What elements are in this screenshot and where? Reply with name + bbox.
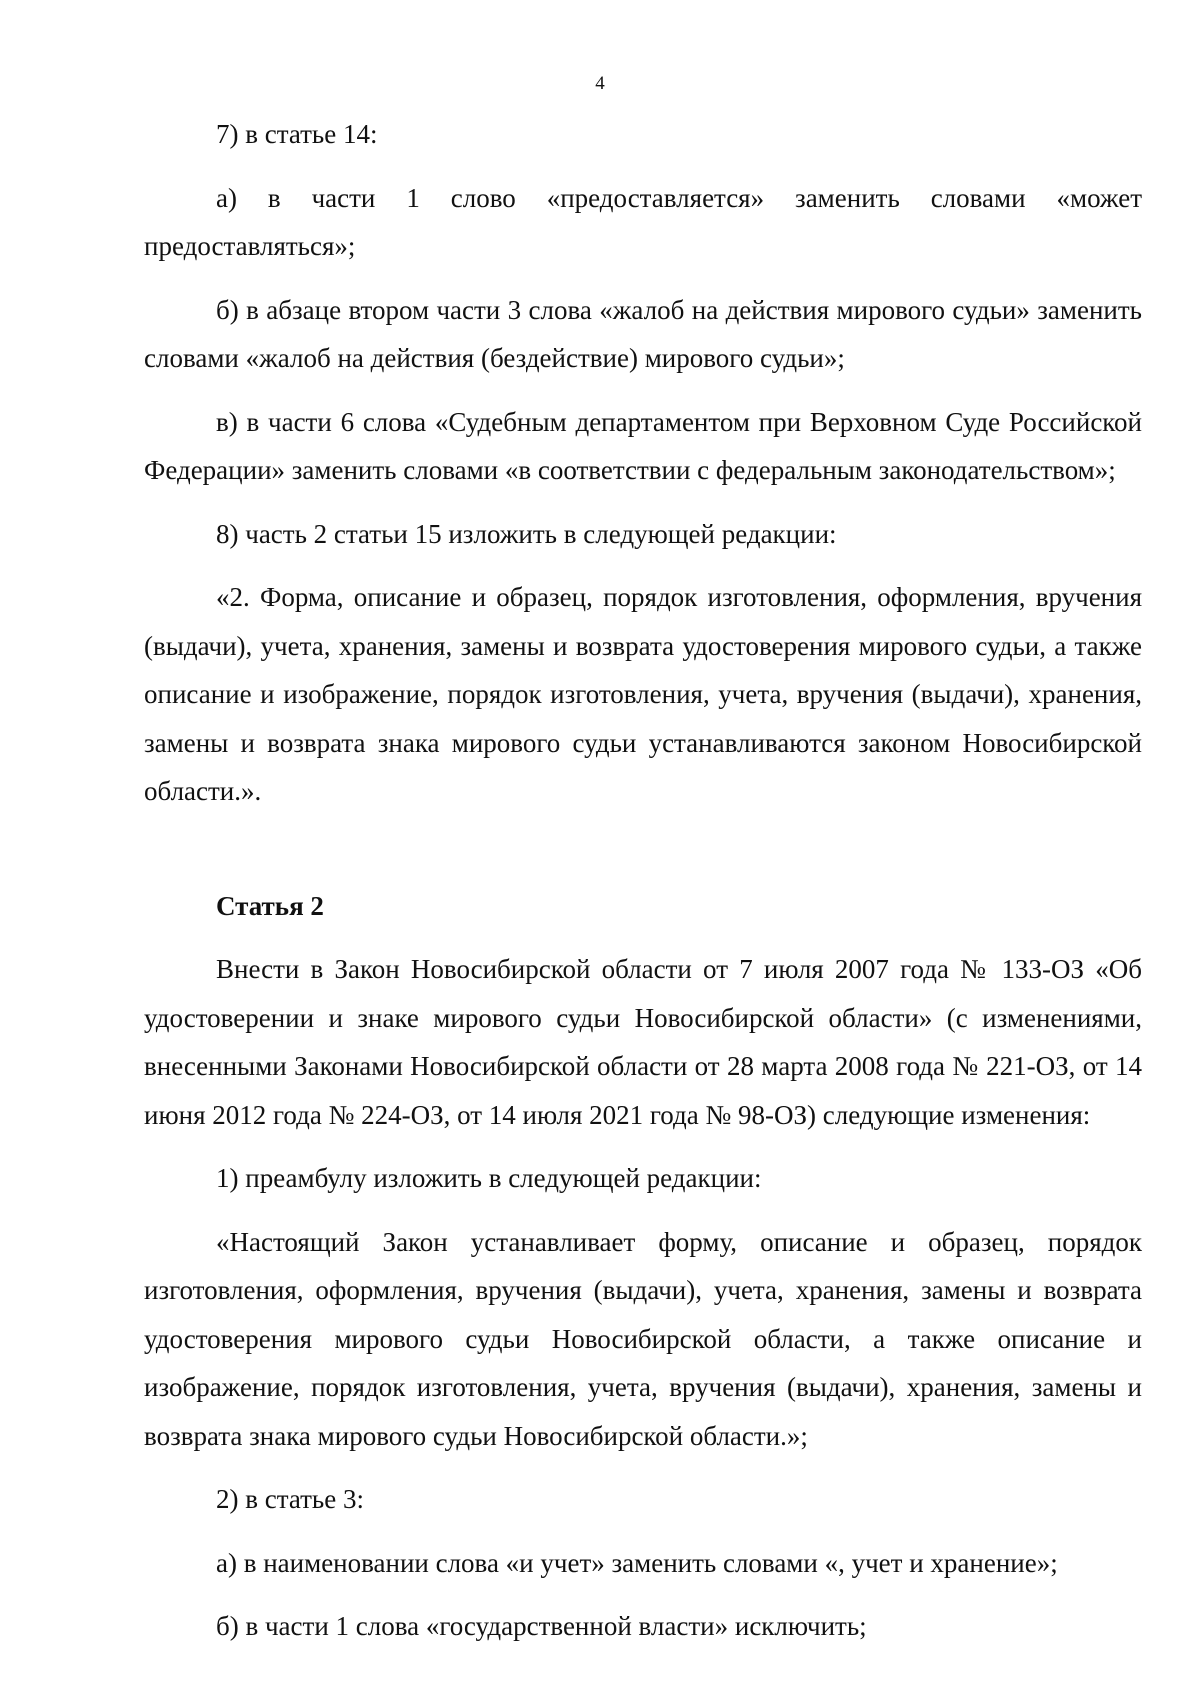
paragraph-item-7: 7) в статье 14: bbox=[216, 119, 378, 149]
paragraph-article2-intro: Внести в Закон Новосибирской области от 7 июля 2007 года № 133-ОЗ «Об удостоверении и знаке мирового судьи Новосибирской области» (с изменениями, внесенными Законами Новосибирской области от 28 марта 2008 года № 221-ОЗ, от 14 июня 2012 года № 224-ОЗ, от 14 июля 2021 года № 98-ОЗ) следующие изменения: bbox=[144, 954, 1142, 1130]
paragraph-item-7v: в) в части 6 слова «Судебным департаментом при Верховном Суде Российской Федерации» заменить словами «в соответствии с федеральным законодательством»; bbox=[144, 406, 1142, 485]
paragraph-item-7a: а) в части 1 слово «предоставляется» заменить словами «может предоставляться»; bbox=[144, 182, 1142, 261]
article-2-heading: Статья 2 bbox=[216, 890, 324, 921]
paragraph-item-8: 8) часть 2 статьи 15 изложить в следующей редакции: bbox=[216, 518, 837, 549]
paragraph-quote-preamble: «Настоящий Закон устанавливает форму, описание и образец, порядок изготовления, оформления, вручения (выдачи), учета, хранения, замены и возврата удостоверения мирового судьи Новосибирской области, а также описание и изображение, порядок изготовления, учета, вручения (выдачи), хранения, замены и возврата знака мирового судьи Новосибирской области.»; bbox=[144, 1226, 1142, 1451]
paragraph-item-1: 1) преамбулу изложить в следующей редакции: bbox=[216, 1163, 762, 1193]
paragraph-item-2b: б) в части 1 слова «государственной власти» исключить; bbox=[216, 1611, 867, 1641]
paragraph-item-2a: а) в наименовании слова «и учет» заменить словами «, учет и хранение»; bbox=[216, 1547, 1058, 1578]
paragraph-item-2: 2) в статье 3: bbox=[216, 1484, 364, 1514]
page-number: 4 bbox=[595, 73, 605, 94]
paragraph-item-7b: б) в абзаце втором части 3 слова «жалоб на действия мирового судьи» заменить словами «жалоб на действия (бездействие) мирового судьи»; bbox=[144, 294, 1142, 373]
document-body bbox=[144, 110, 1142, 1651]
paragraph-quote-article15: «2. Форма, описание и образец, порядок изготовления, оформления, вручения (выдачи), учета, хранения, замены и возврата удостоверения мирового судьи, а также описание и изображение, порядок изготовления, учета, вручения (выдачи), хранения, замены и возврата знака мирового судьи устанавливаются законом Новосибирской области.». bbox=[144, 582, 1142, 806]
